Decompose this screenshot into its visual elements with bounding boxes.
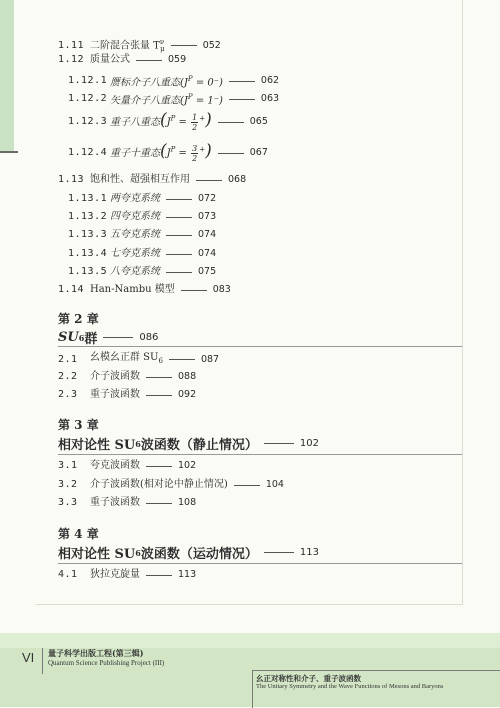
entry-number: 3.3 <box>58 497 78 508</box>
entry-title: 赝标介子八重态$(J^P = 0^-)$ <box>110 75 223 89</box>
entry-number: 2.1 <box>58 353 78 365</box>
footer-divider <box>42 648 43 674</box>
entry-title: 质量公式 <box>90 54 130 65</box>
chapter-title[interactable]: 相对论性 SU 6 波函数（静止情况） 102 <box>58 438 319 453</box>
entry-page: 068 <box>228 174 247 185</box>
entry-title: 五夸克系统 <box>110 229 160 240</box>
entry-page: 065 <box>249 116 268 127</box>
entry-title: 七夸克系统 <box>110 248 160 259</box>
toc-entry[interactable] <box>58 389 196 401</box>
entry-title: 介子波函数 <box>90 371 140 382</box>
toc-entry[interactable] <box>58 54 186 66</box>
entry-page: 087 <box>200 353 220 365</box>
toc-entry[interactable] <box>58 371 196 383</box>
entry-number: 1.12.1 <box>68 75 108 87</box>
chapter-page: 086 <box>139 332 159 343</box>
toc-entry[interactable] <box>58 460 196 472</box>
entry-title: 狄拉克旋量 <box>90 569 140 580</box>
entry-number: 1.11 <box>58 39 85 51</box>
entry-title: 夸克波函数 <box>90 460 140 471</box>
leader-line <box>166 254 192 255</box>
entry-title: 介子波函数(相对论中静止情况) <box>90 479 228 490</box>
entry-page: 083 <box>212 284 231 295</box>
entry-number: 3.1 <box>58 460 78 471</box>
entry-title: Han-Nambu 模型 <box>90 284 175 295</box>
entry-page: 108 <box>178 497 197 508</box>
entry-number: 1.13.5 <box>68 266 108 277</box>
leader-line <box>264 552 294 553</box>
fraction: $\frac{1}{2}$ <box>192 113 198 132</box>
toc-entry[interactable] <box>58 112 268 132</box>
chapter-divider <box>58 454 462 455</box>
leader-line <box>181 290 207 291</box>
chapter-heading: 第 2 章 <box>58 312 99 326</box>
entry-page: 072 <box>198 193 217 204</box>
entry-title: 重子八重态($J^P$ = $\frac{1}{2}$ +) <box>110 110 212 132</box>
page-number: VI <box>22 650 35 665</box>
entry-title: 幺模幺正群 $SU_6$ <box>90 352 163 365</box>
leader-line <box>218 153 244 154</box>
entry-title: 八夸克系统 <box>110 266 160 277</box>
book-title-zh: 幺正对称性和介子、重子波函数 <box>256 674 361 683</box>
chapter-heading: 第 4 章 <box>58 527 99 541</box>
entry-title: 二阶混合张量 $T^\nu_\mu$ <box>90 38 165 54</box>
toc-entry[interactable] <box>58 174 246 186</box>
chapter-title[interactable]: SU 6 群 086 <box>58 330 159 347</box>
entry-page: 073 <box>198 211 217 222</box>
leader-line <box>103 337 133 338</box>
leader-line <box>166 272 192 273</box>
toc-entry[interactable] <box>58 248 216 260</box>
entry-number: 2.3 <box>58 389 78 400</box>
book-title-en: The Unitary Symmetry and the Wave Functions of Mesons and Baryons <box>256 683 444 690</box>
leader-line <box>218 122 244 123</box>
leader-line <box>146 466 172 467</box>
left-margin-strip <box>0 0 14 152</box>
chapter-divider <box>58 563 462 564</box>
entry-number: 1.12 <box>58 54 85 65</box>
entry-page: 074 <box>198 229 217 240</box>
entry-number: 1.12.4 <box>68 147 108 158</box>
entry-number: 1.14 <box>58 284 85 295</box>
entry-number: 1.12.2 <box>68 93 108 105</box>
leader-line <box>264 443 294 444</box>
entry-page: 067 <box>249 147 268 158</box>
toc-entry[interactable] <box>58 36 221 55</box>
toc-entry[interactable] <box>58 569 196 581</box>
entry-page: 059 <box>168 54 187 65</box>
toc-entry[interactable] <box>58 497 196 509</box>
leader-line <box>166 217 192 218</box>
entry-title: 矢量介子八重态$(J^P = 1^-)$ <box>110 93 223 107</box>
entry-number: 1.13.4 <box>68 248 108 259</box>
toc-entry[interactable] <box>58 211 216 223</box>
chapter-heading: 第 3 章 <box>58 418 99 432</box>
series-title-en: Quantum Science Publishing Project (III) <box>48 659 165 667</box>
entry-page: 075 <box>198 266 217 277</box>
entry-number: 1.12.3 <box>68 116 108 127</box>
leader-line <box>171 45 197 46</box>
leader-line <box>234 485 260 486</box>
entry-page: 113 <box>178 569 197 580</box>
leader-line <box>169 359 195 360</box>
leader-line <box>146 503 172 504</box>
entry-title: 重子波函数 <box>90 497 140 508</box>
toc-entry[interactable] <box>58 284 231 296</box>
toc-entry[interactable] <box>58 73 279 89</box>
entry-number: 4.1 <box>58 569 78 580</box>
entry-page: 102 <box>178 460 197 471</box>
chapter-title[interactable]: 相对论性 SU 6 波函数（运动情况） 113 <box>58 547 319 562</box>
chapter-divider <box>58 346 462 347</box>
toc-entry[interactable] <box>58 479 284 491</box>
leader-line <box>166 235 192 236</box>
toc-entry[interactable] <box>58 143 268 163</box>
entry-title: 饱和性、超强相互作用 <box>90 174 190 185</box>
entry-number: 2.2 <box>58 371 78 382</box>
margin-tick <box>0 151 18 153</box>
entry-page: 092 <box>178 389 197 400</box>
entry-number: 1.13.1 <box>68 193 108 204</box>
leader-line <box>196 180 222 181</box>
entry-title: 两夸克系统 <box>110 193 160 204</box>
leader-line <box>146 395 172 396</box>
entry-page: 104 <box>265 479 284 490</box>
entry-number: 1.13.3 <box>68 229 108 240</box>
toc-entry[interactable] <box>58 229 216 241</box>
toc-entry[interactable] <box>58 266 216 278</box>
entry-number: 3.2 <box>58 479 78 490</box>
entry-page: 062 <box>260 75 280 87</box>
entry-title: 重子十重态($J^P$ = $\frac{3}{2}$ +) <box>110 141 212 163</box>
toc-entry[interactable] <box>58 91 279 107</box>
entry-page: 074 <box>198 248 217 259</box>
entry-page: 063 <box>260 93 280 105</box>
entry-number: 1.13 <box>58 174 85 185</box>
leader-line <box>146 377 172 378</box>
entry-title: 四夸克系统 <box>110 211 160 222</box>
series-title-zh: 量子科学出版工程(第三辑) <box>48 648 144 658</box>
leader-line <box>166 199 192 200</box>
leader-line <box>146 575 172 576</box>
leader-line <box>229 81 255 82</box>
chapter-page: 113 <box>299 547 319 558</box>
chapter-page: 102 <box>299 438 319 449</box>
leader-line <box>229 99 255 100</box>
leader-line <box>136 60 162 61</box>
fraction: $\frac{3}{2}$ <box>192 144 198 163</box>
entry-number: 1.13.2 <box>68 211 108 222</box>
entry-page: 088 <box>178 371 197 382</box>
entry-title: 重子波函数 <box>90 389 140 400</box>
toc-entry[interactable] <box>58 193 216 205</box>
toc-entry[interactable] <box>58 352 219 367</box>
entry-page: 052 <box>202 39 221 51</box>
